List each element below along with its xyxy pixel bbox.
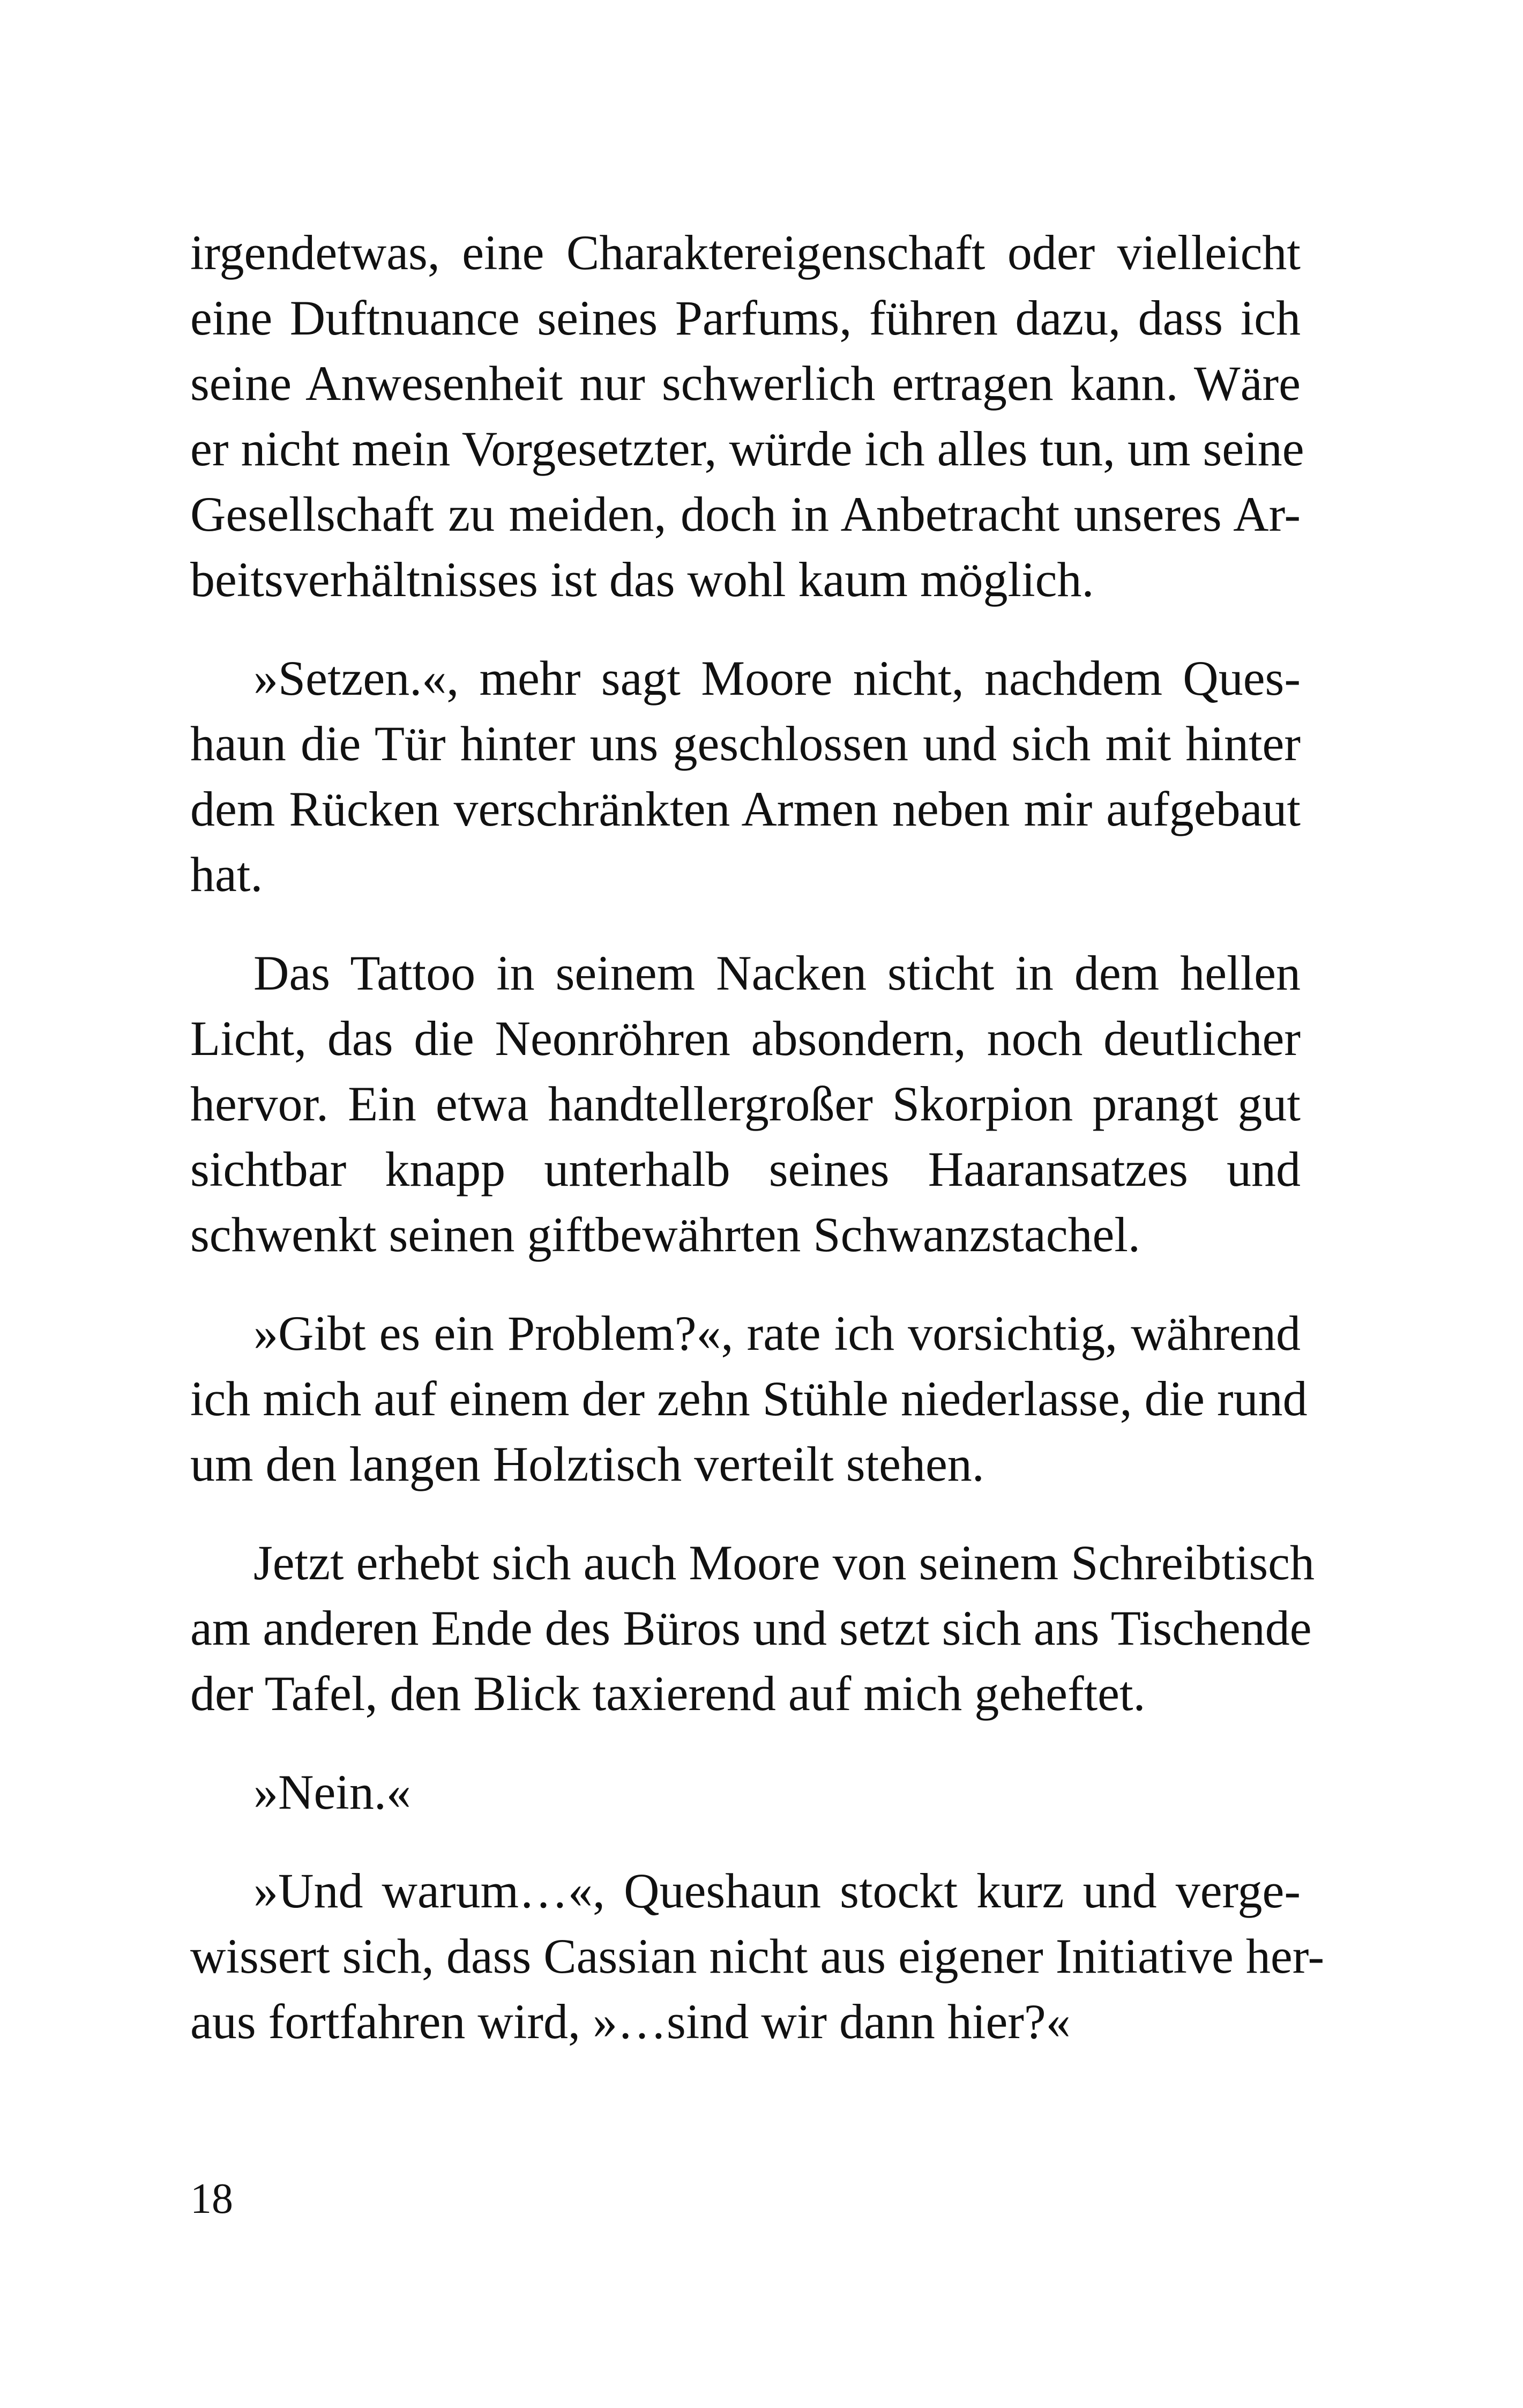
text-line: hervor. Ein etwa handtellergroßer Skorpion prangt gut: [190, 1076, 1301, 1131]
paragraph: [190, 940, 1301, 1267]
text-line: Jetzt erhebt sich auch Moore von seinem Schreibtisch: [253, 1535, 1315, 1590]
text-line: Das Tattoo in seinem Nacken sticht in dem hellen: [253, 946, 1301, 1000]
paragraph: [190, 1759, 1301, 1825]
text-line: beitsverhältnisses ist das wohl kaum möglich.: [190, 552, 1094, 607]
text-line: »Gibt es ein Problem?«, rate ich vorsichtig, während: [253, 1306, 1301, 1361]
paragraph: [190, 1858, 1325, 2054]
paragraph: [190, 645, 1301, 907]
text-line: Gesellschaft zu meiden, doch in Anbetracht unseres Ar-: [190, 487, 1301, 541]
text-line: seine Anwesenheit nur schwerlich ertragen kann. Wäre: [190, 356, 1301, 411]
text-line: »Und warum…«, Queshaun stockt kurz und verge-: [253, 1863, 1301, 1918]
text-line: hat.: [190, 847, 263, 902]
paragraph: [190, 1530, 1315, 1726]
text-line: aus fortfahren wird, »…sind wir dann hier?«: [190, 1994, 1071, 2049]
text-line: »Nein.«: [253, 1765, 411, 1819]
text-line: er nicht mein Vorgesetzter, würde ich alles tun, um seine: [190, 421, 1304, 476]
text-line: sichtbar knapp unterhalb seines Haaransatzes und: [190, 1142, 1301, 1196]
page-number: 18: [190, 2175, 233, 2223]
text-line: schwenkt seinen giftbewährten Schwanzstachel.: [190, 1207, 1140, 1262]
text-line: dem Rücken verschränkten Armen neben mir aufgebaut: [190, 782, 1301, 836]
text-line: haun die Tür hinter uns geschlossen und sich mit hinter: [190, 716, 1301, 771]
text-line: um den langen Holztisch verteilt stehen.: [190, 1437, 984, 1491]
paragraph: [190, 1300, 1308, 1497]
text-line: »Setzen.«, mehr sagt Moore nicht, nachdem Ques-: [253, 651, 1301, 705]
text-line: der Tafel, den Blick taxierend auf mich geheftet.: [190, 1666, 1146, 1721]
text-line: am anderen Ende des Büros und setzt sich ans Tischende: [190, 1601, 1312, 1655]
paragraph: [190, 220, 1304, 612]
text-line: wissert sich, dass Cassian nicht aus eigener Initiative her-: [190, 1929, 1325, 1983]
body-text: [190, 220, 1325, 2087]
text-line: eine Duftnuance seines Parfums, führen dazu, dass ich: [190, 291, 1301, 345]
text-line: ich mich auf einem der zehn Stühle niederlasse, die rund: [190, 1371, 1308, 1426]
text-line: irgendetwas, eine Charaktereigenschaft oder vielleicht: [190, 225, 1301, 280]
text-line: Licht, das die Neonröhren absondern, noch deutlicher: [190, 1011, 1301, 1066]
